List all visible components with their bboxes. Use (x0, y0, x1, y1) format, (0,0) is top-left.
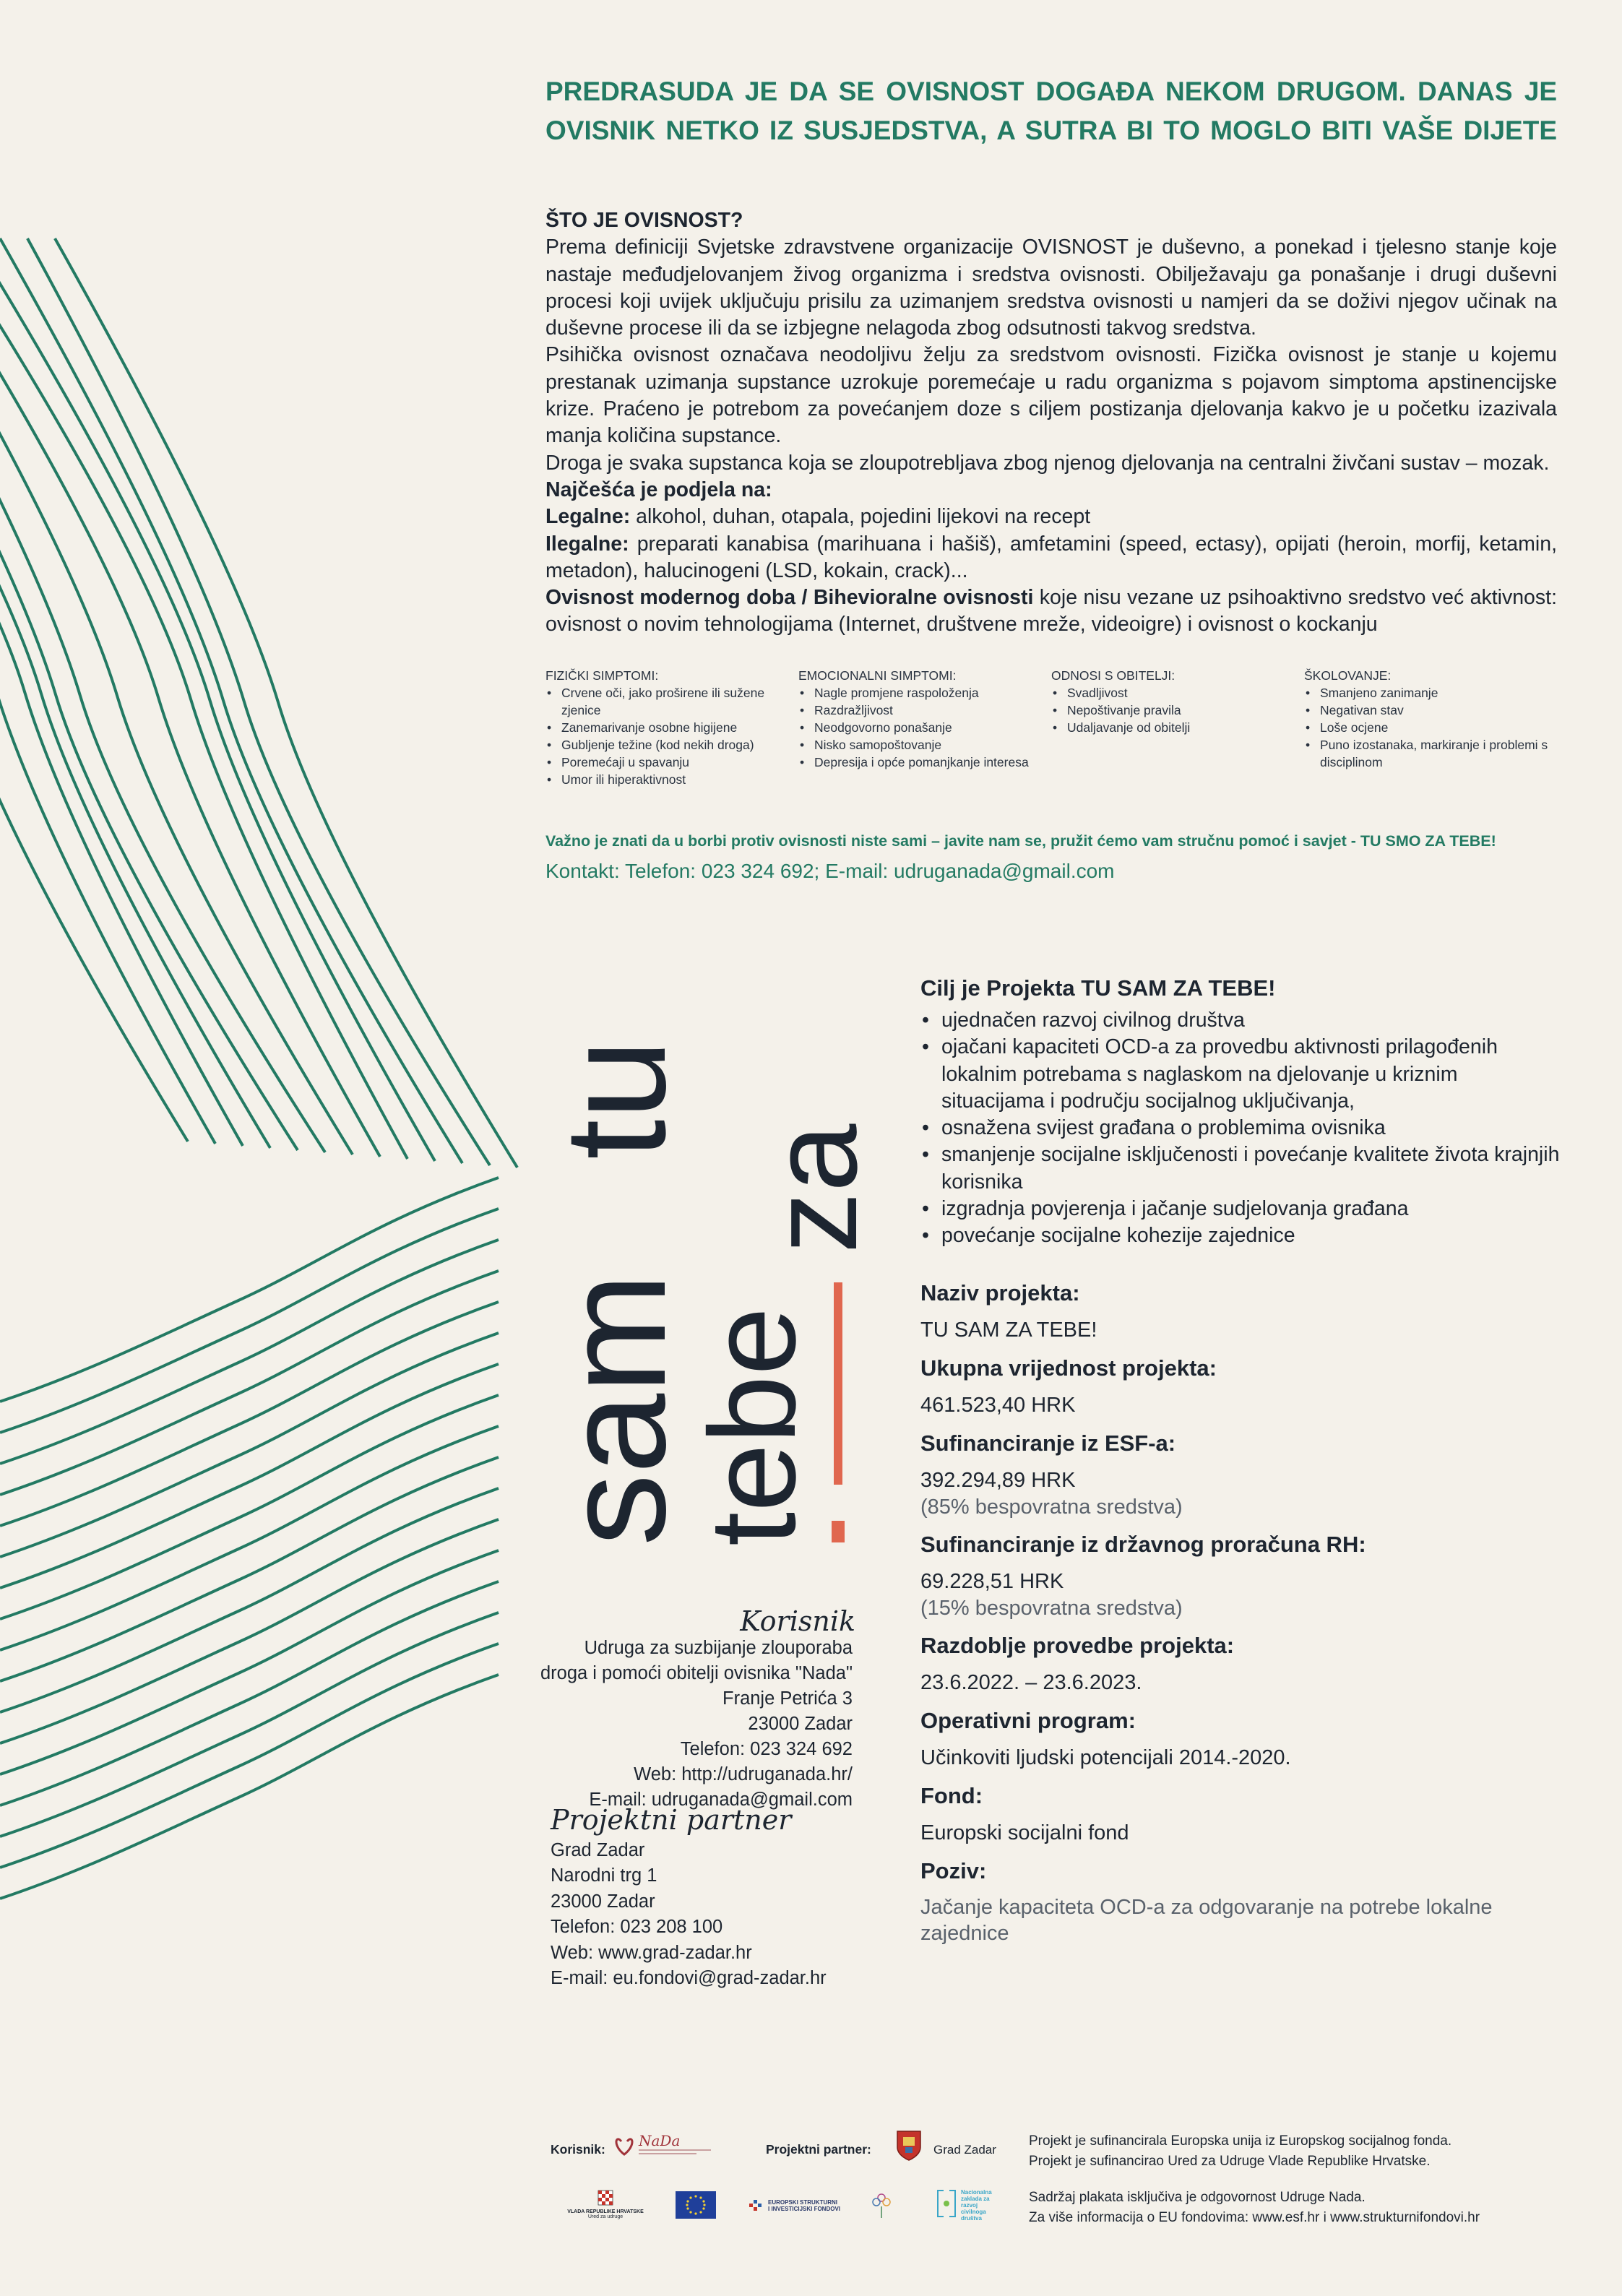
croatia-coat-of-arms-icon (598, 2188, 613, 2206)
symptom-item: • Nisko samopoštovanje (798, 736, 1051, 754)
symptom-item: • Neodgovorno ponašanje (798, 719, 1051, 736)
vlada-logo (562, 2188, 649, 2219)
info-block-name (920, 1279, 1563, 1344)
wave-line (0, 1613, 499, 1837)
wave-line (0, 1550, 499, 1774)
wave-line (0, 238, 407, 1159)
logo-word-za: za (746, 1123, 883, 1253)
symptom-item: • Loše ocjene (1304, 719, 1557, 736)
symptom-title: ODNOSI S OBITELJI: (1051, 668, 1175, 683)
partner-line: 23000 Zadar (551, 1891, 655, 1912)
goal-item: • izgradnja povjerenja i jačanje sudjelovanja građana (920, 1196, 1563, 1222)
vlada-logo-sub: Ured za udruge (587, 2214, 624, 2219)
info-label: Poziv: (920, 1858, 987, 1883)
info-block-esf (920, 1429, 1563, 1520)
intro-paragraph-2: Psihička ovisnost označava neodoljivu želju za sredstvom ovisnosti. Fizička ovisnost je stanje u kojemu prestanak uzimanja supstance uzrokuje poremećaje u radu organizma s pojavom simptoma apstinencijske krize. Praćeno je potrebom za povećanjem doze s ciljem postizanja djelovanja kakvo je u početku izazivala manja količina supstance. (545, 343, 1557, 448)
info-value: 392.294,89 HRK (920, 1469, 1076, 1492)
symptom-column-physical (545, 667, 798, 788)
beneficiary-block (499, 1605, 855, 1813)
headline-line-2: OVISNIK NETKO IZ SUSJEDSTVA, A SUTRA BI TO MOGLO BITI VAŠE DIJETE (545, 116, 1557, 145)
beneficiary-line: 23000 Zadar (748, 1714, 853, 1734)
partner-script-title: Projektni partner (551, 1804, 792, 1836)
info-label: Sufinanciranje iz državnog proračuna RH: (920, 1532, 1366, 1557)
symptom-column-emotional (798, 667, 1051, 788)
info-label: Naziv projekta: (920, 1280, 1080, 1305)
logo-word-sam: sam (535, 1273, 696, 1546)
support-note: Važno je znati da u borbi protiv ovisnosti niste sami – javite nam se, pružit ćemo vam stručnu pomoć i savjet - TU SMO ZA TEBE! (545, 832, 1496, 850)
info-label: Operativni program: (920, 1708, 1136, 1733)
footer-partner-label: Projektni partner: (766, 2142, 871, 2157)
info-block-fund (920, 1782, 1563, 1847)
wave-line (27, 238, 490, 1165)
wave-line (0, 1675, 499, 1899)
project-logo (520, 990, 883, 1568)
zaklada-logo-text: Nacionalna zaklada za razvoj civilnoga društva (961, 2189, 992, 2222)
goal-item: • osnažena svijest građana o problemima ovisnika (920, 1115, 1563, 1141)
info-label: Sufinanciranje iz ESF-a: (920, 1430, 1176, 1456)
project-info (920, 1279, 1563, 1956)
info-sub: (85% bespovratna sredstva) (920, 1496, 1183, 1519)
zaklada-bracket-icon (936, 2189, 957, 2218)
info-value: TU SAM ZA TEBE! (920, 1319, 1097, 1342)
wave-line (0, 1426, 499, 1650)
info-label: Ukupna vrijednost projekta: (920, 1355, 1217, 1381)
info-block-call (920, 1857, 1563, 1946)
symptom-item: • Crvene oči, jako proširene ili sužene zjenice (545, 684, 798, 719)
footer-text (1029, 2131, 1480, 2228)
wave-line (0, 1395, 499, 1619)
info-block-period (920, 1631, 1563, 1696)
intro-paragraph-4: Najčešća je podjela na: (545, 478, 772, 501)
footer-text-2: Projekt je sufinancirao Ured za Udruge Vlade Republike Hrvatske. (1029, 2154, 1431, 2169)
info-value: Europski socijalni fond (920, 1821, 1129, 1844)
symptom-title: EMOCIONALNI SIMPTOMI: (798, 668, 957, 683)
symptom-item: • Svadljivost (1051, 684, 1304, 702)
wave-line (0, 1209, 499, 1433)
goal-item: • ojačani kapaciteti OCD-a za provedbu aktivnosti prilagođenih lokalnim potrebama s naglaskom na djelovanje u kriznim situacijama i području socijalnog uključivanja, (920, 1034, 1563, 1115)
goal-item: • smanjenje socijalne isključenosti i povećanje kvalitete života krajnjih korisnika (920, 1141, 1563, 1196)
illegal-text: preparati kanabisa (marihuana i hašiš), amfetamini (speed, ectasy), opijati (heroin, morfij, ketamin, metadon), halucinogeni (LSD, kokain, crack)... (545, 532, 1557, 582)
info-block-state (920, 1530, 1563, 1621)
esif-logo (748, 2198, 840, 2214)
logo-word-tu: tu (535, 1039, 696, 1160)
footer-text-1: Projekt je sufinancirala Europska unija iz Europskog socijalnog fonda. (1029, 2133, 1452, 2149)
wave-line (0, 1333, 499, 1557)
symptom-item: • Negativan stav (1304, 702, 1557, 719)
wave-line (0, 1271, 499, 1495)
goal-item: • ujednačen razvoj civilnog društva (920, 1007, 1563, 1034)
wave-line (0, 1364, 499, 1588)
wave-line (0, 1519, 499, 1743)
wave-line (0, 238, 462, 1163)
nada-logo (614, 2131, 722, 2160)
esif-icon (748, 2198, 764, 2214)
partner-line: Telefon: 023 208 100 (551, 1917, 723, 1937)
partner-line: Grad Zadar (551, 1839, 645, 1860)
info-sub: (15% bespovratna sredstva) (920, 1597, 1183, 1620)
vlada-logo-text: VLADA REPUBLIKE HRVATSKE (567, 2209, 644, 2214)
zaklada-logo (936, 2189, 1004, 2222)
info-sub: Jačanje kapaciteta OCD-a za odgovaranje na potrebe lokalne zajednice (920, 1896, 1493, 1945)
intro-paragraph-1: Prema definiciji Svjetske zdravstvene organizacije OVISNOST je duševno, a ponekad i tjelesno stanje koje nastaje međudjelovanjem živog organizma i sredstva ovisnosti. Obilježavaju ga ponašanje i drugi duševni procesi koji uvijek uključuju prisilu za uzimanjem sredstva ovisnosti u namjeri da se doživi njegov učinak na duševne procese ili da se izbjegne nelagoda zbog odsutnosti takvog sredstva. (545, 236, 1557, 340)
beneficiary-line: E-mail: udruganada@gmail.com (589, 1790, 853, 1810)
beneficiary-line: Web: http://udruganada.hr/ (634, 1764, 853, 1784)
beneficiary-line: Udruga za suzbijanje zlouporaba (584, 1638, 853, 1658)
wave-line (0, 1302, 499, 1526)
modern-label: Ovisnost modernog doba / Bihevioralne ovisnosti (545, 586, 1034, 610)
illegal-drugs (545, 531, 1557, 585)
symptom-item: • Poremećaji u spavanju (545, 754, 798, 771)
wave-line (0, 1488, 499, 1712)
decorative-wave-lines (0, 0, 549, 1734)
goal-item: • povećanje socijalne kohezije zajednice (920, 1222, 1563, 1249)
partner-line: E-mail: eu.fondovi@grad-zadar.hr (551, 1968, 827, 1988)
goals-title: Cilj je Projekta TU SAM ZA TEBE! (920, 975, 1276, 1001)
info-block-total (920, 1354, 1563, 1419)
wave-line (0, 1457, 499, 1681)
illegal-label: Ilegalne: (545, 532, 629, 556)
contact-line: Kontakt: Telefon: 023 324 692; E-mail: udruganada@gmail.com (545, 860, 1115, 882)
symptom-item: • Razdražljivost (798, 702, 1051, 719)
symptom-column-family (1051, 667, 1304, 788)
partner-block (551, 1804, 912, 1992)
zadar-coat-of-arms-icon (896, 2130, 922, 2165)
info-label: Fond: (920, 1783, 983, 1808)
headline-line-1: PREDRASUDA JE DA SE OVISNOST DOGAĐA NEKOM DRUGOM. DANAS JE (545, 77, 1557, 106)
wave-line (0, 1240, 499, 1464)
info-value: Učinkoviti ljudski potencijali 2014.-2020. (920, 1746, 1291, 1769)
eu-flag-icon (676, 2191, 716, 2222)
esif-logo-text: EUROPSKI STRUKTURNI I INVESTICIJSKI FONDOVI (768, 2199, 841, 2212)
wave-line (0, 238, 270, 1148)
beneficiary-line: Telefon: 023 324 692 (680, 1739, 853, 1759)
legal-label: Legalne: (545, 505, 631, 529)
goals-list (920, 1007, 1563, 1250)
intro-title: ŠTO JE OVISNOST? (545, 209, 743, 232)
info-label: Razdoblje provedbe projekta: (920, 1633, 1235, 1658)
symptom-item: • Umor ili hiperaktivnost (545, 771, 798, 788)
wave-line (0, 1581, 499, 1805)
symptom-item: • Udaljavanje od obitelji (1051, 719, 1304, 736)
symptom-item: • Puno izostanaka, markiranje i problemi s disciplinom (1304, 736, 1557, 771)
intro-paragraph-3: Droga je svaka supstanca koja se zloupotrebljava zbog njenog djelovanja na centralni živčani sustav – mozak. (545, 451, 1550, 475)
symptom-item: • Smanjeno zanimanje (1304, 684, 1557, 702)
logo-word-tebe: tebe (684, 1307, 821, 1546)
symptom-item: • Zanemarivanje osobne higijene (545, 719, 798, 736)
symptom-item: • Gubljenje težine (kod nekih droga) (545, 736, 798, 754)
footer-text-3: Sadržaj plakata isključiva je odgovornost Udruge Nada. (1029, 2190, 1366, 2205)
partner-line: Web: www.grad-zadar.hr (551, 1942, 752, 1963)
info-block-program (920, 1706, 1563, 1771)
wave-line (0, 1644, 499, 1868)
modern-text: koje nisu vezane uz psihoaktivno sredstvo već aktivnost: ovisnost o novim tehnologijama (Internet, društvene mreže, videoigre) i ovisnost o kockanju (545, 586, 1557, 636)
beneficiary-line: Franje Petrića 3 (722, 1688, 853, 1709)
symptom-title: FIZIČKI SIMPTOMI: (545, 668, 659, 683)
beneficiary-script-title: Korisnik (740, 1605, 855, 1637)
ured-udruge-flower-icon (867, 2189, 896, 2226)
exclamation-dot (832, 1521, 845, 1542)
symptom-column-school (1304, 667, 1557, 788)
info-value: 23.6.2022. – 23.6.2023. (920, 1671, 1142, 1694)
footer-korisnik-label: Korisnik: (551, 2142, 605, 2157)
footer-grad-zadar: Grad Zadar (933, 2143, 996, 2157)
info-value: 461.523,40 HRK (920, 1394, 1076, 1417)
wave-line (0, 1178, 499, 1402)
exclamation-bar (834, 1282, 842, 1485)
symptoms-section (545, 667, 1557, 788)
legal-text: alkohol, duhan, otapala, pojedini lijekovi na recept (630, 505, 1091, 529)
intro-section (545, 207, 1557, 639)
symptom-item: • Nepoštivanje pravila (1051, 702, 1304, 719)
symptom-item: • Depresija i opće pomanjkanje interesa (798, 754, 1051, 771)
modern-addiction (545, 584, 1557, 639)
info-value: 69.228,51 HRK (920, 1570, 1064, 1593)
footer-text-4: Za više informacija o EU fondovima: www.esf.hr i www.strukturnifondovi.hr (1029, 2210, 1480, 2225)
wave-line (0, 238, 298, 1150)
wave-line (55, 238, 517, 1168)
nada-logo-text: NaDa (639, 2132, 681, 2149)
symptom-title: ŠKOLOVANJE: (1304, 668, 1392, 683)
partner-line: Narodni trg 1 (551, 1865, 657, 1886)
symptom-item: • Nagle promjene raspoloženja (798, 684, 1051, 702)
headline (545, 72, 1557, 150)
legal-drugs (545, 504, 1557, 530)
beneficiary-line: droga i pomoći obitelji ovisnika "Nada" (540, 1663, 853, 1683)
